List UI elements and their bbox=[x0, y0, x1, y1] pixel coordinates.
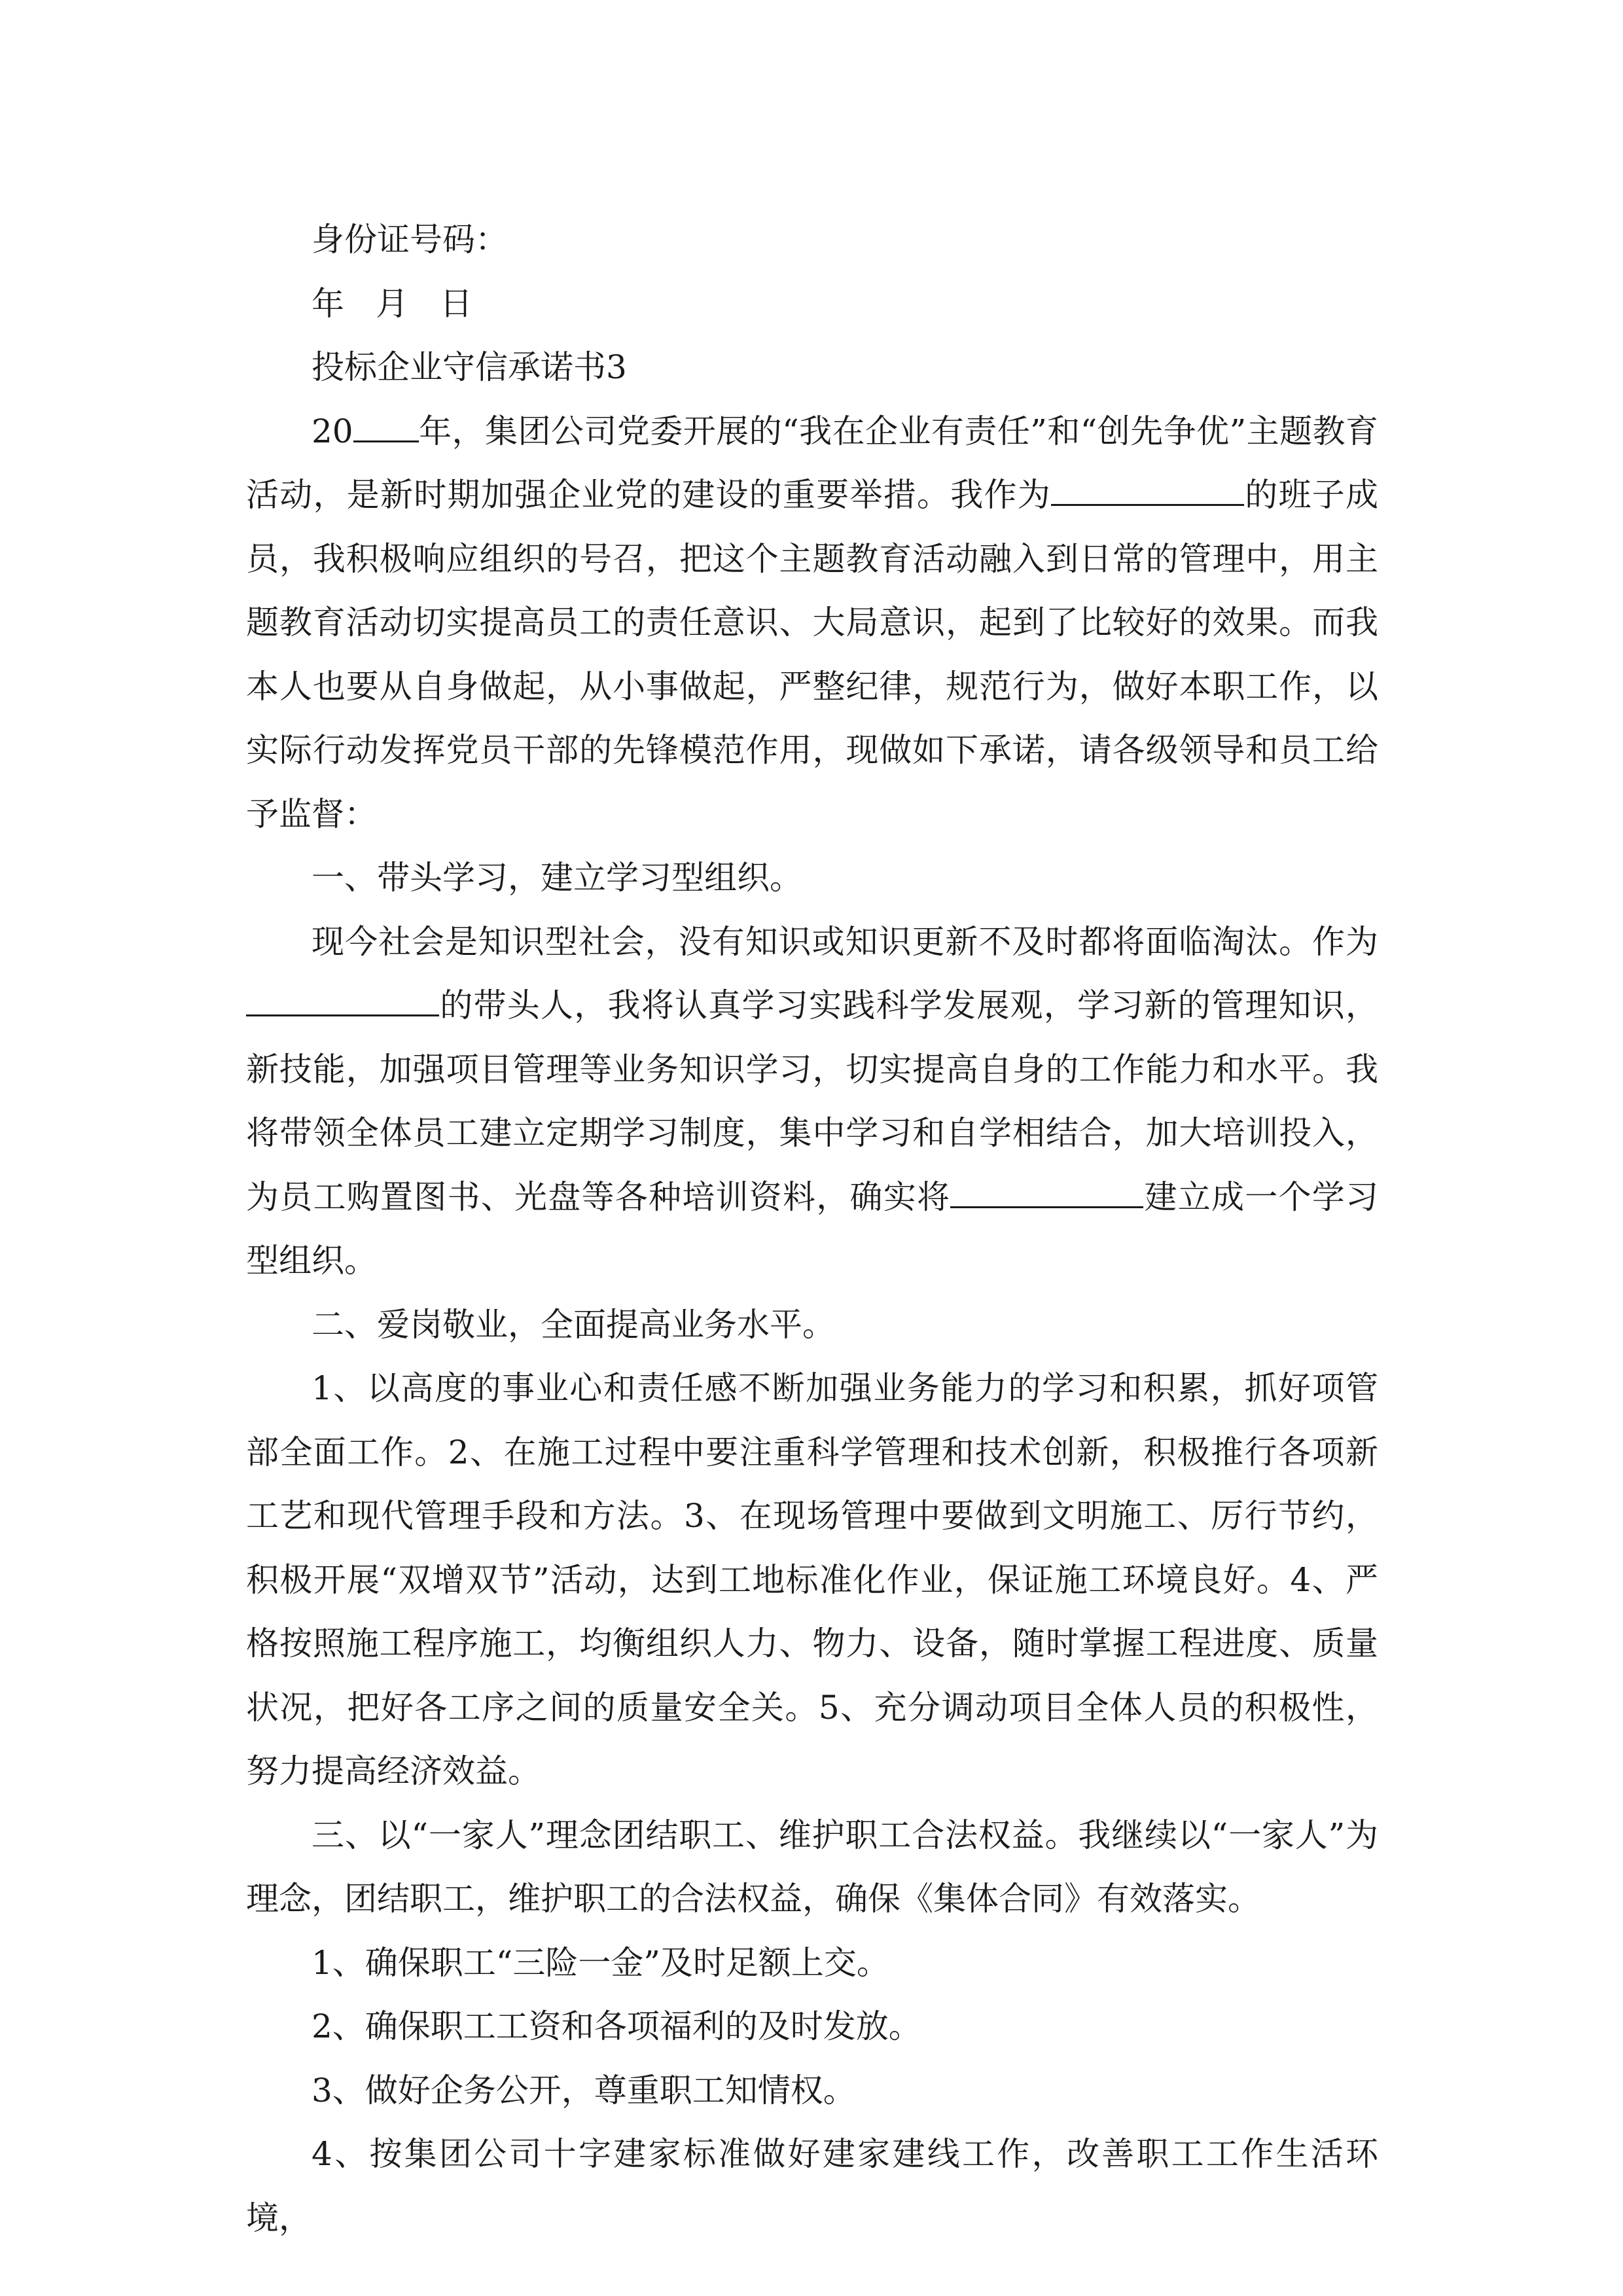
section3-item: 2、确保职工工资和各项福利的及时发放。 bbox=[312, 2007, 921, 2045]
unit-blank bbox=[1051, 475, 1244, 506]
section3-item: 4、按集团公司十字建家标准做好建家建线工作，改善职工工作生活环境， bbox=[246, 2135, 1378, 2237]
date-month: 月 bbox=[376, 284, 408, 323]
section2-heading: 二、爱岗敬业，全面提高业务水平。 bbox=[312, 1305, 835, 1344]
document-title: 投标企业守信承诺书3 bbox=[312, 348, 627, 386]
date-line bbox=[246, 272, 1378, 336]
section3-item: 3、做好企务公开，尊重职工知情权。 bbox=[312, 2071, 856, 2109]
section1-heading: 一、带头学习，建立学习型组织。 bbox=[312, 859, 802, 897]
leader-unit-blank bbox=[246, 985, 439, 1016]
document-body bbox=[246, 208, 1378, 2250]
date-day: 日 bbox=[440, 284, 473, 323]
org-blank bbox=[950, 1177, 1143, 1208]
section3-item: 1、确保职工“三险一金”及时足额上交。 bbox=[312, 1943, 889, 1982]
intro-paragraph: 20 年，集团公司党委开展的“我在企业有责任”和“创先争优”主题教育活动，是新时期加强企业党的建设的重要举措。我作为 的班子成员，我积极响应组织的号召，把这个主题教育活动融入到日常的管理中，用主题教育活动切实提高员工的责任意识、大局意识，起到了比较好的效果。而我本人也要从自身做起，从小事做起，严整纪律，规范行为，做好本职工作，以实际行动发挥党员干部的先锋模范作用，现做如下承诺，请各级领导和员工给予监督： bbox=[246, 412, 1378, 833]
section1-paragraph: 现今社会是知识型社会，没有知识或知识更新不及时都将面临淘汰。作为的带头人，我将认真学习实践科学发展观，学习新的管理知识，新技能，加强项目管理等业务知识学习，切实提高自身的工作能力和水平。我将带领全体员工建立定期学习制度，集中学习和自学相结合，加大培训投入，为员工购置图书、光盘等各种培训资料，确实将 建立成一个学习型组织。 bbox=[246, 922, 1378, 1280]
id-number-line: 身份证号码： bbox=[312, 221, 508, 259]
section3-heading: 三、以“一家人”理念团结职工、维护职工合法权益。我继续以“一家人”为理念，团结职工，维护职工的合法权益，确保《集体合同》有效落实。 bbox=[246, 1816, 1378, 1918]
section2-paragraph: 1、以高度的事业心和责任感不断加强业务能力的学习和积累，抓好项管部全面工作。2、在施工过程中要注重科学管理和技术创新，积极推行各项新工艺和现代管理手段和方法。3、在现场管理中要做到文明施工、厉行节约，积极开展“双增双节”活动，达到工地标准化作业，保证施工环境良好。4、严格按照施工程序施工，均衡组织人力、物力、设备，随时掌握工程进度、质量状况，把好各工序之间的质量安全关。5、充分调动项目全体人员的积极性，努力提高经济效益。 bbox=[246, 1369, 1378, 1790]
date-year: 年 bbox=[312, 284, 344, 323]
year-blank bbox=[353, 411, 419, 442]
